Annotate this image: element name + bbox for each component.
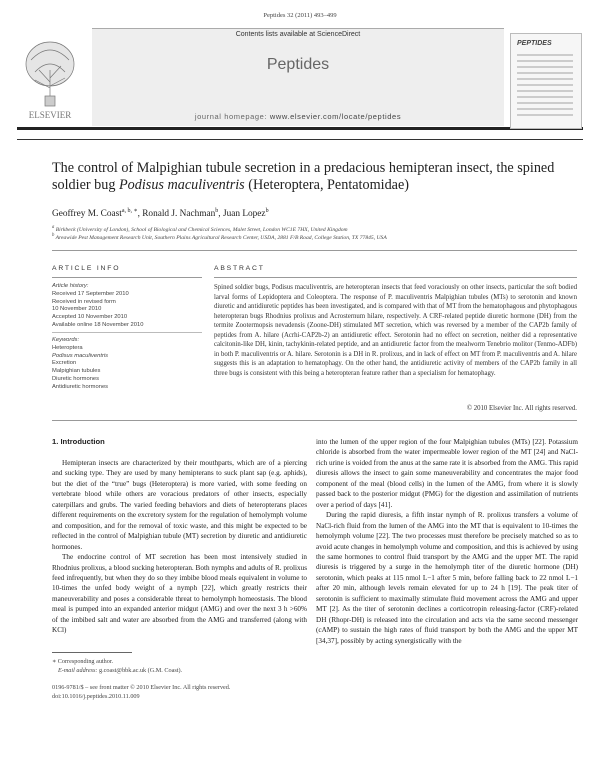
affiliation-a [52, 225, 572, 233]
author-1[interactable]: Geoffrey M. Coast [52, 209, 122, 220]
affiliation-b [52, 233, 572, 241]
keyword: Heteroptera [52, 344, 83, 351]
paragraph: During the rapid diuresis, a fifth instar nymph of R. prolixus transfers a volume of NaCl-rich fluid from the lumen of the AMG into the MT that is equivalent to 10-times the hemolymph volume [22]. The two processes must therefore be precisely matched so as to avoid acute changes in hemolymph volume and composition, and this is achieved by using the same hormones to control fluid transport by the AMG and the upper MT. The rapid diuresis is triggered by a surge in the hemolymph titer of the diuretic hormone (DH) serotonin, which peaks at 115 nmol L−1 after 5 min, before falling back to 22 nmol L−1 after 20 min, although levels remain elevated for up to 24 h [19]. The peak titer of serotonin is sufficient to maximally stimulate fluid movement across the AMG and upper MT [2]. As the titer of serotonin declines a corticotropin releasing-factor (CRF)-related DH (Rhopr-DH) is released into the circulation and acts via the same second messenger (cAMP) to sustain the high rates of fluid transport by both the AMG and the upper MT [34,37], possibly by acting synergistically with the [316, 511, 578, 645]
header-bottom-rule [17, 139, 583, 140]
history-item: Received 17 September 2010 [52, 290, 129, 297]
header-top-rule [17, 127, 583, 130]
elsevier-logo [17, 30, 83, 126]
journal-name: Peptides [266, 56, 330, 73]
author-list [52, 207, 562, 219]
cover-title: PEPTIDES [517, 40, 552, 47]
journal-homepage [92, 112, 504, 121]
issn-line: 0196-9781/$ – see front matter © 2010 Elsevier Inc. All rights reserved. [52, 684, 231, 691]
title-species: Podisus maculiventris [119, 177, 245, 193]
email-label: E-mail address: [58, 667, 98, 674]
elsevier-tree-icon [17, 30, 83, 126]
copyright: © 2010 Elsevier Inc. All rights reserved. [466, 405, 577, 412]
doi-line[interactable]: doi:10.1016/j.peptides.2010.11.009 [52, 693, 140, 700]
author-3[interactable]: Juan Lopez [222, 209, 266, 220]
keyword: Diuretic hormones [52, 375, 100, 382]
bottom-metadata [52, 683, 307, 701]
keywords-label: Keywords: [52, 337, 80, 343]
author-3-affil: b [265, 208, 269, 214]
paragraph: The endocrine control of MT secretion has been most intensively studied in Rhodnius prolixus, a blood sucking heteropteran. Both nymphs and adults of R. prolixus feed infrequently, but when they do so they imbibe blood meals equivalent in volume to 10-times the unfed body weight of a nymph [22], which greatly restricts their maneuverability and poses a considerable threat to hemolymph homeostasis. The blood meal is pumped into an expanded anterior midgut (AMG) and over the next 3 h >60% of the imbibed salt and water are absorbed from the AMG and transferred (along with KCl) [52, 553, 307, 635]
paragraph: into the lumen of the upper region of the four Malpighian tubules (MTs) [22]. Potassium chloride is absorbed from the water impermeable lower region of the MT [24] and NaCl-rich urine is voided from the anus at the same rate it is absorbed from the AMG. This rapid diuresis allows the insect to gain some maneuverability and concentrates the major food component of the meal (blood cells) in the lumen of the AMG, from where it is slowly passed back to the posterior midgut (PMG) for the digestion and assimilation of nutrients over a period of days [41]. [316, 438, 578, 509]
body-top-rule [52, 420, 577, 421]
footnote-rule [52, 652, 132, 653]
abstract-rule [214, 277, 577, 278]
journal-cover-thumbnail [510, 33, 582, 129]
history-label: Article history: [52, 283, 89, 289]
journal-citation: Peptides 32 (2011) 493–499 [263, 12, 337, 19]
homepage-link[interactable]: www.elsevier.com/locate/peptides [269, 112, 402, 121]
affiliation-b-marker: b [52, 233, 55, 238]
footnote [52, 657, 307, 675]
affiliation-a-text: Birkbeck (University of London), School of Biological and Chemical Sciences, Malet Street, London WC1E 7HX, United Kingdom [55, 226, 348, 233]
corresponding-author-note: ∗ Corresponding author. [52, 658, 114, 665]
author-1-affil: a, b, ∗ [121, 208, 138, 214]
abstract-heading: ABSTRACT [214, 265, 265, 272]
publisher-name: ELSEVIER [28, 110, 72, 120]
keyword: Antidiuretic hormones [52, 383, 109, 390]
section-heading: 1. Introduction [52, 437, 105, 446]
article-history [52, 283, 202, 330]
keyword: Excretion [52, 360, 77, 367]
keyword: Podisus maculiventris [52, 352, 109, 359]
author-separator: , [218, 209, 223, 220]
title-tail: (Heteroptera, Pentatomidae) [244, 177, 409, 193]
paragraph: Hemipteran insects are characterized by their mouthparts, which are of a piercing and sucking type. They are used by many hemipterans to suck plant sap (e.g. aphids), but the diet of the “true” bugs (Heteroptera) is more varied, with some feeding on vertebrate blood while others are voracious predators of other insects, especially caterpillars and grubs. The varied feeding behaviors and diets of heteropterans places different requirements on the excretory system for the regulation of hemolymph volume and composition, and for the removal of toxic waste, and this might be expected to be reflected in the control of Malpighian tubule (MT) secretion by diuretic and antidiuretic hormones. [52, 459, 307, 551]
affiliation-rule [52, 250, 577, 251]
contents-available-text: Contents lists available at ScienceDirect [235, 31, 361, 38]
homepage-prefix: journal homepage: [194, 112, 270, 121]
article-info-rule [52, 277, 202, 278]
right-column [316, 437, 578, 646]
abstract-text: Spined soldier bugs, Podisus maculiventris, are heteropteran insects that feed voraciously on other insects, particular the soft bodied larval forms of Lepidoptera and Coleoptera. The response of P. maculiventris Malpighian tubules (MTs) to serotonin and known diuretic and antidiuretic peptides has been investigated, and is compared with that of MT from the hematophagous and phytophagous heteropteran bugs Rhodnius prolixus and Acrosternum hilare, respectively. A CRF-related peptide diuretic hormone (DH) from the termite Zootermopsis nevadensis (Zoone-DH) stimulated MT secretion, which was reversed by a member of the CAP2b family of peptides from A. hilare (Acrhi-CAP2b-2) an antidiuretic effect. Serotonin had no effect on secretion, neither did a representative calcitonin-like DH, kinin, tachykinin-related peptide, and an antidiuretic factor from the mealworm Tenebrio molitor (Tenmo-ADFb) in both P. maculiventris or A. hilare. Serotonin is a DH in R. prolixus, and in lack of effect on MT from P. maculiventris and A. hilare suggests this is an adaptation to hematophagy. On the other hand, the antidiuretic activity of members of the CAP2b family in all three bugs is consistent with this being a heteropteran feature rather than a specialism for hematophagy. [214, 284, 577, 377]
article-title [52, 160, 562, 194]
left-column [52, 458, 307, 636]
author-2[interactable]: Ronald J. Nachman [142, 209, 216, 220]
affiliation-b-text: Areawide Pest Management Research Unit, Southern Plains Agricultural Research Center, USDA, 2881 F/B Road, College Station, TX 77845, USA [55, 234, 387, 241]
history-item: Accepted 10 November 2010 [52, 314, 128, 321]
email-link[interactable]: g.coast@bbk.ac.uk (G.M. Coast). [99, 667, 183, 674]
history-item: Available online 18 November 2010 [52, 321, 144, 328]
title-main: The control of Malpighian tubule secretion in a predacious hemipteran insect, the spined soldier bug [52, 160, 555, 193]
article-info-heading: ARTICLE INFO [52, 265, 121, 272]
keyword: Malpighian tubules [52, 368, 101, 375]
author-2-affil: b [215, 208, 219, 214]
affiliation-a-marker: a [52, 225, 55, 230]
author-separator: , [137, 209, 143, 220]
history-item: Received in revised form [52, 298, 116, 305]
keywords-list [52, 337, 202, 392]
history-item: 10 November 2010 [52, 306, 102, 313]
cover-decoration [517, 54, 573, 120]
info-divider [52, 332, 202, 333]
